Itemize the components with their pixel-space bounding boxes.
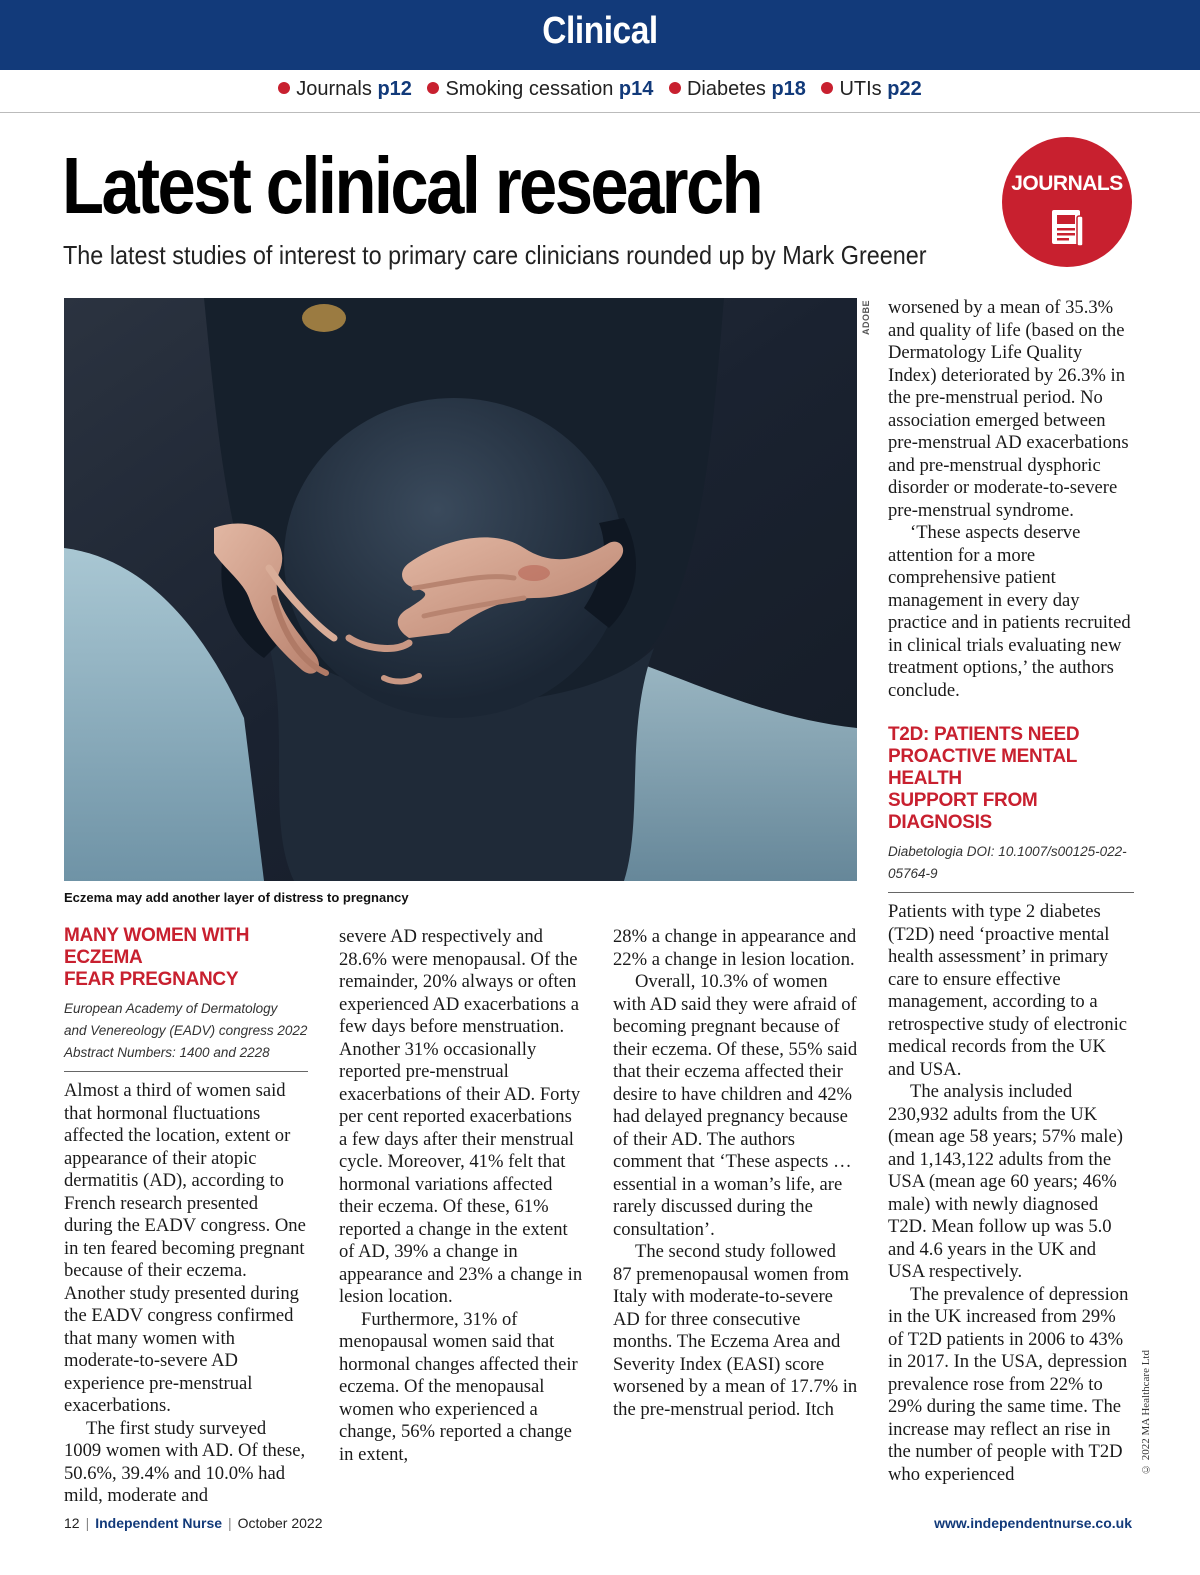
paragraph: Almost a third of women said that hormonal fluctuations affected the location, extent or appearance of their atopic dermatitis (AD), according to French research presented during the EADV congress. One in ten feared becoming pregnant because of their eczema. Another study presented during the EADV congress confirmed that many women with moderate-to-severe AD experience pre-menstrual exacerbations. <box>64 1080 306 1416</box>
nav-page: p22 <box>887 78 922 100</box>
paragraph: Overall, 10.3% of women with AD said they were afraid of becoming pregnant because of their eczema. Of these, 55% said that their eczema affected their desire to have children and 42% had delayed pregnancy because of their AD. The authors comment that ‘These aspects … essential in a woman’s life, are rarely discussed during the consultation’. <box>613 971 858 1240</box>
separator: | <box>85 1515 90 1531</box>
copyright-notice: © 2022 MA Healthcare Ltd <box>1140 1350 1152 1476</box>
article-column-2 <box>339 926 583 1466</box>
article-source <box>64 998 308 1072</box>
paragraph: severe AD respectively and 28.6% were menopausal. Of the remainder, 20% always or often experienced AD exacerbations a few days before menstruation. Another 31% occasionally reported pre-menstrual exacerbations of their AD. Forty per cent reported exacerbations a few days after their menstrual cycle. Moreover, 41% felt that hormonal variations affected their eczema. Of these, 61% reported a change in the extent of AD, 39% a change in appearance and 23% a change in lesion location. <box>339 926 583 1307</box>
paragraph: Furthermore, 31% of menopausal women said that hormonal changes affected their eczema. Of the menopausal women who experienced a change, 56% reported a change in extent, <box>339 1308 578 1465</box>
article-source <box>888 841 1134 893</box>
paragraph: The first study surveyed 1009 women with AD. Of these, 50.6%, 39.4% and 10.0% had mild, moderate and <box>64 1417 306 1506</box>
paragraph: The prevalence of depression in the UK increased from 29% of T2D patients in 2006 to 43% in 2017. In the USA, depression prevalence rose from 22% to 29% during the same time. The increase may reflect an rise in the number of people with T2D who experienced <box>888 1283 1129 1485</box>
heading-line: PROACTIVE MENTAL HEALTH <box>888 746 1077 789</box>
source-line: Diabetologia DOI: 10.1007/s00125-022- <box>888 844 1127 859</box>
nav-page: p14 <box>618 78 654 100</box>
bullet-icon <box>821 82 833 94</box>
nav-item-utis[interactable] <box>821 78 921 101</box>
article-column-1 <box>64 925 308 1508</box>
heading-line: FEAR PREGNANCY <box>64 969 239 990</box>
nav-item-journals[interactable] <box>278 78 412 101</box>
section-nav <box>0 78 1200 101</box>
badge-label: JOURNALS <box>1011 172 1123 195</box>
pregnant-woman-illustration <box>64 298 857 881</box>
bullet-icon <box>278 82 290 94</box>
source-line: European Academy of Dermatology <box>64 1001 278 1016</box>
paragraph: ‘These aspects deserve attention for a more comprehensive patient management in every day practice and in patients recruited in clinical trials evaluating new treatment options,’ the authors conclude. <box>888 522 1131 701</box>
photo-credit: ADOBE <box>861 300 871 336</box>
journals-badge <box>1002 137 1132 267</box>
paragraph: The second study followed 87 premenopausal women from Italy with moderate-to-severe AD for three consecutive months. The Eczema Area and Severity Index (EASI) score worsened by a mean of 17.7% in the pre-menstrual period. Itch <box>613 1241 858 1420</box>
nav-label: Smoking cessation <box>445 78 614 100</box>
page-number: 12 <box>64 1515 80 1531</box>
nav-item-smoking-cessation[interactable] <box>427 78 653 101</box>
spacer <box>888 702 1134 724</box>
source-line: 05764-9 <box>888 866 938 881</box>
article-photo <box>64 298 857 881</box>
footer-folio <box>64 1515 323 1531</box>
nav-item-diabetes[interactable] <box>669 78 806 101</box>
bullet-icon <box>669 82 681 94</box>
nav-page: p12 <box>377 78 412 100</box>
bullet-icon <box>427 82 439 94</box>
nav-page: p18 <box>771 78 806 100</box>
heading-line: SUPPORT FROM DIAGNOSIS <box>888 790 1038 833</box>
section-title: Clinical <box>542 10 658 52</box>
paragraph: Patients with type 2 diabetes (T2D) need ‘proactive mental health assessment’ in primary care to ensure effective management, according to a retrospective study of electronic medical records from the UK and USA. <box>888 901 1128 1080</box>
document-icon <box>1046 207 1088 249</box>
nav-label: Journals <box>296 78 372 100</box>
heading-line: T2D: PATIENTS NEED <box>888 724 1080 745</box>
paragraph: The analysis included 230,932 adults from the UK (mean age 58 years; 57% male) and 1,143,122 adults from the USA (mean age 60 years; 46% male) with newly diagnosed T2D. Mean follow up was 5.0 and 4.6 years in the UK and USA respectively. <box>888 1081 1123 1282</box>
paragraph: 28% a change in appearance and 22% a change in lesion location. <box>613 926 857 970</box>
article-heading <box>64 925 308 991</box>
nav-label: Diabetes <box>686 78 766 100</box>
separator: | <box>228 1515 232 1531</box>
issue-date: October 2022 <box>237 1515 323 1531</box>
article-column-3 <box>613 926 859 1421</box>
photo-caption: Eczema may add another layer of distress to pregnancy <box>64 890 409 905</box>
heading-line: MANY WOMEN WITH ECZEMA <box>64 925 250 968</box>
paragraph: worsened by a mean of 35.3% and quality of life (based on the Dermatology Life Quality Index) deteriorated by 26.3% in the pre-menstrual period. No association emerged between pre-menstrual AD exacerbations and pre-menstrual dysphoric disorder or moderate-to-severe pre-menstrual syndrome. <box>888 297 1129 521</box>
magazine-name: Independent Nurse <box>95 1515 223 1531</box>
source-line: and Venereology (EADV) congress 2022 <box>64 1023 308 1038</box>
article-heading <box>888 724 1134 834</box>
source-line: Abstract Numbers: 1400 and 2228 <box>64 1045 270 1060</box>
article-column-4 <box>888 297 1134 1486</box>
website-link[interactable]: www.independentnurse.co.uk <box>934 1515 1132 1531</box>
nav-label: UTIs <box>839 78 882 100</box>
page-title: Latest clinical research <box>62 141 762 230</box>
divider <box>0 112 1200 113</box>
standfirst: The latest studies of interest to primary care clinicians rounded up by Mark Greener <box>63 240 927 270</box>
